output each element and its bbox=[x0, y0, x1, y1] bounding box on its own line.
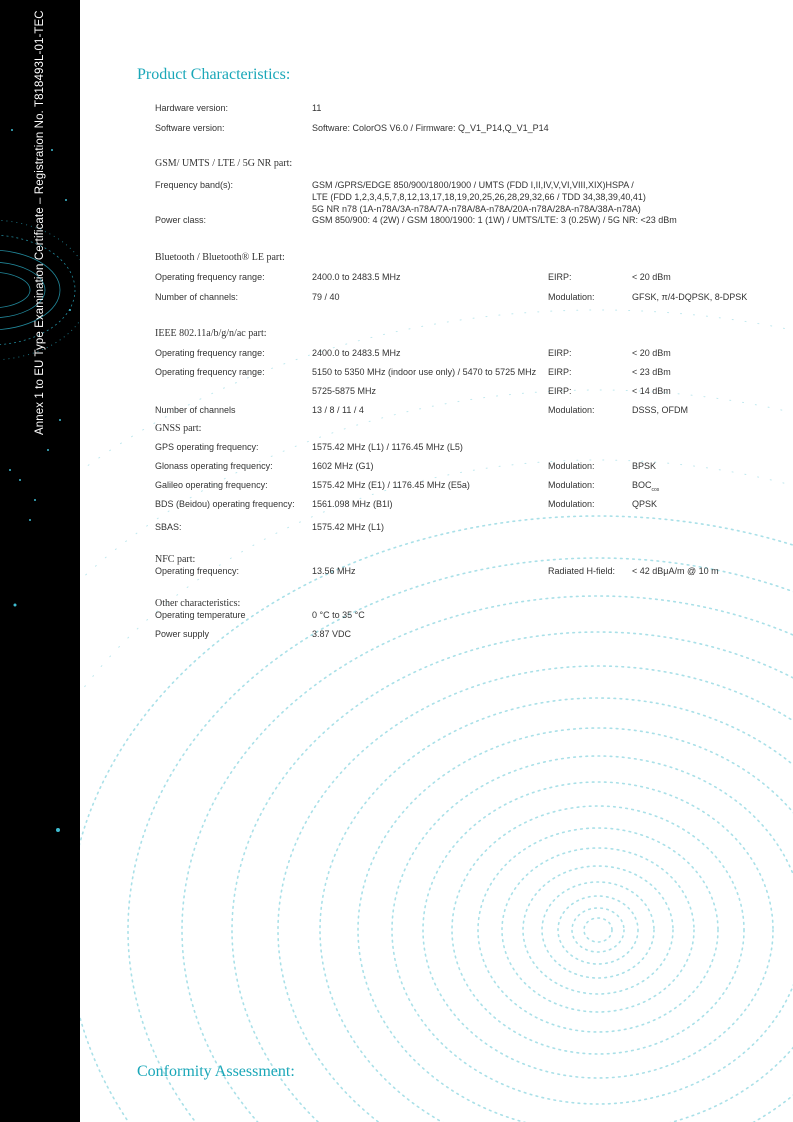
wifi-channels-label: Number of channels bbox=[155, 405, 236, 415]
sbas-label: SBAS: bbox=[155, 522, 182, 532]
bds-frequency-label: BDS (Beidou) operating frequency: bbox=[155, 499, 295, 509]
bt-range-label: Operating frequency range: bbox=[155, 272, 265, 282]
bt-range-value: 2400.0 to 2483.5 MHz bbox=[312, 272, 401, 282]
gsm-section-title: GSM/ UMTS / LTE / 5G NR part: bbox=[155, 158, 293, 169]
power-class-value: GSM 850/900: 4 (2W) / GSM 1800/1900: 1 (1W) / UMTS/LTE: 3 (0.25W) / 5G NR: <23 dBm bbox=[312, 215, 677, 225]
software-version-label: Software version: bbox=[155, 123, 225, 133]
wifi-section-title: IEEE 802.11a/b/g/n/ac part: bbox=[155, 328, 267, 339]
hardware-version-label: Hardware version: bbox=[155, 103, 229, 113]
gnss-section-title: GNSS part: bbox=[155, 423, 202, 434]
wifi-eirp-2-value: < 23 dBm bbox=[632, 367, 671, 377]
bluetooth-section-title: Bluetooth / Bluetooth® LE part: bbox=[155, 252, 285, 263]
galileo-modulation-label: Modulation: bbox=[548, 480, 595, 490]
hardware-version-value: 11 bbox=[312, 103, 322, 113]
conformity-assessment-heading: Conformity Assessment: bbox=[137, 1063, 295, 1080]
galileo-modulation-value bbox=[632, 480, 659, 493]
bt-channels-label: Number of channels: bbox=[155, 292, 239, 302]
sidebar bbox=[0, 0, 80, 1122]
wifi-range-2-value: 5150 to 5350 MHz (indoor use only) / 5470 to 5725 MHz bbox=[312, 367, 537, 377]
frequency-bands-line-2: LTE (FDD 1,2,3,4,5,7,8,12,13,17,18,19,20,25,26,28,29,32,66 / TDD 34,38,39,40,41) bbox=[312, 192, 646, 202]
wifi-range-1-label: Operating frequency range: bbox=[155, 348, 265, 358]
nfc-section-title: NFC part: bbox=[155, 554, 196, 565]
nfc-frequency-label: Operating frequency: bbox=[155, 566, 240, 576]
wifi-eirp-1-label: EIRP: bbox=[548, 348, 572, 358]
wifi-channels-value: 13 / 8 / 11 / 4 bbox=[312, 405, 364, 415]
bt-modulation-label: Modulation: bbox=[548, 292, 595, 302]
frequency-bands-label: Frequency band(s): bbox=[155, 180, 234, 190]
power-supply-label: Power supply bbox=[155, 629, 210, 639]
glonass-frequency-value: 1602 MHz (G1) bbox=[312, 461, 374, 471]
wifi-eirp-3-label: EIRP: bbox=[548, 386, 572, 396]
wifi-eirp-2-label: EIRP: bbox=[548, 367, 572, 377]
wifi-range-3-value: 5725-5875 MHz bbox=[312, 386, 377, 396]
bds-modulation-value: QPSK bbox=[632, 499, 658, 509]
wifi-modulation-label: Modulation: bbox=[548, 405, 595, 415]
operating-temperature-label: Operating temperature bbox=[155, 610, 246, 620]
bt-eirp-label: EIRP: bbox=[548, 272, 572, 282]
certificate-annex-label: Annex 1 to EU Type Examination Certificate – Registration No. T818493L-01-TEC bbox=[34, 10, 46, 435]
power-class-label: Power class: bbox=[155, 215, 207, 225]
glonass-frequency-label: Glonass operating frequency: bbox=[155, 461, 273, 471]
bds-frequency-value: 1561.098 MHz (B1I) bbox=[312, 499, 393, 509]
glonass-modulation-value: BPSK bbox=[632, 461, 657, 471]
wifi-range-1-value: 2400.0 to 2483.5 MHz bbox=[312, 348, 401, 358]
software-version-value: Software: ColorOS V6.0 / Firmware: Q_V1_P14,Q_V1_P14 bbox=[312, 123, 549, 133]
bt-modulation-value: GFSK, π/4-DQPSK, 8-DPSK bbox=[632, 292, 748, 302]
glonass-modulation-label: Modulation: bbox=[548, 461, 595, 471]
sbas-value: 1575.42 MHz (L1) bbox=[312, 522, 385, 532]
nfc-frequency-value: 13.56 MHz bbox=[312, 566, 356, 576]
galileo-modulation-text: BOC bbox=[632, 480, 652, 490]
wifi-range-2-label: Operating frequency range: bbox=[155, 367, 265, 377]
nfc-field-value: < 42 dBμA/m @ 10 m bbox=[632, 566, 719, 576]
bds-modulation-label: Modulation: bbox=[548, 499, 595, 509]
frequency-bands-line-1: GSM /GPRS/EDGE 850/900/1800/1900 / UMTS (FDD I,II,IV,V,VI,VIII,XIX)HSPA / bbox=[312, 180, 634, 190]
wifi-eirp-1-value: < 20 dBm bbox=[632, 348, 671, 358]
power-supply-value: 3.87 VDC bbox=[312, 629, 352, 639]
galileo-modulation-subscript: cos bbox=[651, 486, 660, 493]
product-characteristics-heading: Product Characteristics: bbox=[137, 66, 291, 83]
nfc-field-label: Radiated H-field: bbox=[548, 566, 616, 576]
wifi-eirp-3-value: < 14 dBm bbox=[632, 386, 671, 396]
galileo-frequency-value: 1575.42 MHz (E1) / 1176.45 MHz (E5a) bbox=[312, 480, 470, 490]
operating-temperature-value: 0 °C to 35 °C bbox=[312, 610, 365, 620]
gps-frequency-value: 1575.42 MHz (L1) / 1176.45 MHz (L5) bbox=[312, 442, 463, 452]
wifi-modulation-value: DSSS, OFDM bbox=[632, 405, 689, 415]
gps-frequency-label: GPS operating frequency: bbox=[155, 442, 259, 452]
other-section-title: Other characteristics: bbox=[155, 598, 241, 609]
bt-channels-value: 79 / 40 bbox=[312, 292, 340, 302]
frequency-bands-line-3: 5G NR n78 (1A-n78A/3A-n78A/7A-n78A/8A-n78A/20A-n78A/28A-n78A/38A-n78A) bbox=[312, 204, 641, 214]
bt-eirp-value: < 20 dBm bbox=[632, 272, 671, 282]
galileo-frequency-label: Galileo operating frequency: bbox=[155, 480, 268, 490]
